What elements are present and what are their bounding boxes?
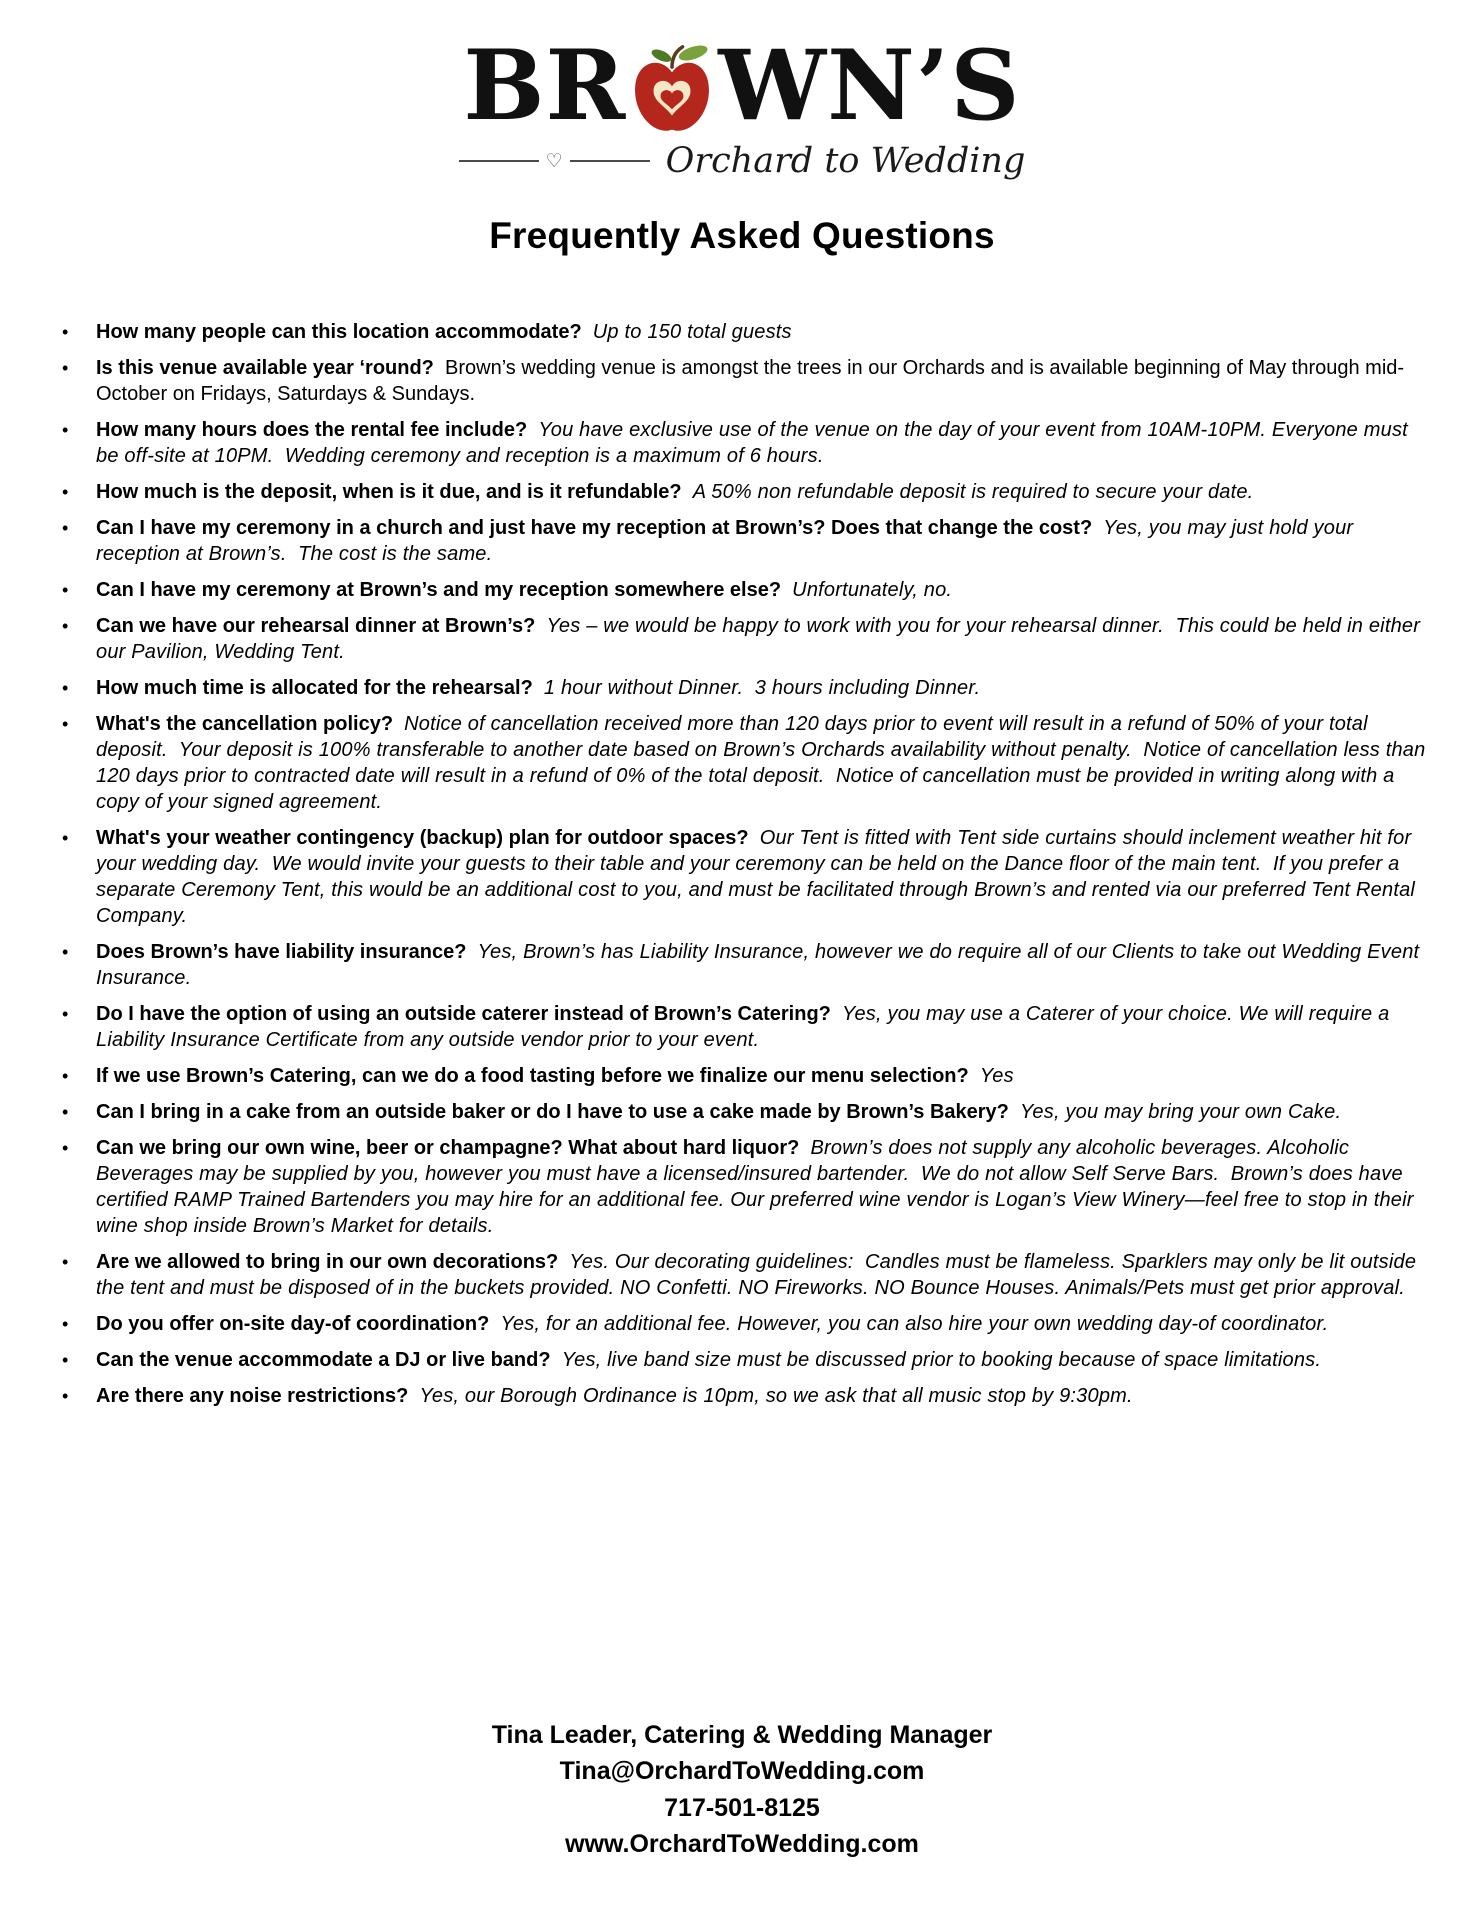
faq-answer: Notice of cancellation received more than 120 days prior to event will result in a refund of 50% of your total deposit. Your deposit is 100% transferable to another date based on Brown’s Orchards availability without penalty. Notice of cancellation less than 120 days prior to contracted date will result in a refund of 0% of the total deposit. Notice of cancellation must be provided in writing along with a copy of your signed agreement. (96, 713, 1432, 813)
faq-item (62, 1001, 1428, 1053)
faq-answer: Unfortunately, no. (792, 579, 953, 601)
faq-question: Can I have my ceremony at Brown’s and my reception somewhere else? (96, 579, 793, 601)
contact-email: Tina@OrchardToWedding.com (559, 1757, 925, 1786)
faq-text (96, 1135, 1428, 1239)
faq-question: Do you offer on-site day-of coordination? (96, 1313, 501, 1335)
faq-list (0, 319, 1484, 1419)
contact-website: www.OrchardToWedding.com (565, 1829, 919, 1858)
faq-text (96, 417, 1428, 469)
faq-question: Can we bring our own wine, beer or champagne? What about hard liquor? (96, 1137, 811, 1159)
faq-question: Are there any noise restrictions? (96, 1385, 420, 1407)
faq-answer: 1 hour without Dinner. 3 hours including Dinner. (543, 677, 981, 699)
faq-text (96, 355, 1428, 407)
logo-brand-suffix: WN’S (718, 28, 1021, 142)
bullet-icon: • (62, 580, 69, 600)
bullet-icon: • (62, 1004, 69, 1024)
faq-answer: Yes – we would be happy to work with you for your rehearsal dinner. This could be held in either our Pavilion, Wedding Tent. (96, 615, 1426, 663)
leaf-icon (650, 47, 673, 64)
faq-answer: Brown’s wedding venue is amongst the trees in our Orchards and is available beginning of May through mid-October on Fridays, Saturdays & Sundays. (96, 357, 1405, 405)
faq-item (62, 1099, 1428, 1125)
bullet-icon: • (62, 828, 69, 848)
faq-text (96, 1001, 1428, 1053)
faq-answer: Yes, you may just hold your reception at Brown’s. The cost is the same. (96, 517, 1360, 565)
faq-item (62, 577, 1428, 603)
logo (0, 28, 1484, 181)
faq-text (96, 515, 1428, 567)
faq-item (62, 1135, 1428, 1239)
faq-question: Does Brown’s have liability insurance? (96, 941, 478, 963)
bullet-icon: • (62, 1252, 69, 1272)
faq-text (96, 1099, 1428, 1125)
faq-question: How many people can this location accommodate? (96, 321, 593, 343)
faq-question: How much time is allocated for the rehearsal? (96, 677, 544, 699)
logo-tagline-text: Orchard to Wedding (665, 141, 1026, 181)
faq-answer: Yes (979, 1065, 1014, 1087)
bullet-icon: • (62, 1066, 69, 1086)
faq-text (96, 1063, 1428, 1089)
faq-answer: Our Tent is fitted with Tent side curtains should inclement weather hit for your wedding day. We would invite your guests to their table and your ceremony can be held on the Dance floor of the main tent. If you prefer a separate Ceremony Tent, this would be an additional cost to you, and must be facilitated through Brown’s and rented via our preferred Tent Rental Company. (96, 827, 1421, 927)
bullet-icon: • (62, 518, 69, 538)
faq-question: If we use Brown’s Catering, can we do a food tasting before we finalize our menu selection? (96, 1065, 980, 1087)
faq-text (96, 1383, 1428, 1409)
faq-item (62, 1063, 1428, 1089)
faq-item (62, 711, 1432, 815)
logo-tagline (0, 141, 1484, 181)
faq-question: Do I have the option of using an outside caterer instead of Brown’s Catering? (96, 1003, 843, 1025)
bullet-icon: • (62, 482, 69, 502)
contact-phone: 717-501-8125 (664, 1793, 820, 1822)
bullet-icon: • (62, 1138, 69, 1158)
faq-question: How many hours does the rental fee include? (96, 419, 539, 441)
logo-brand (0, 28, 1484, 142)
faq-answer: Up to 150 total guests (592, 321, 792, 343)
faq-item (62, 515, 1428, 567)
manager-name: Tina Leader, Catering & Wedding Manager (491, 1721, 993, 1749)
faq-item (62, 1383, 1428, 1409)
faq-item (62, 319, 1428, 345)
faq-question: What's your weather contingency (backup) plan for outdoor spaces? (96, 827, 760, 849)
bullet-icon: • (62, 420, 69, 440)
bullet-icon: • (62, 1102, 69, 1122)
bullet-icon: • (62, 322, 69, 342)
faq-text (96, 319, 1428, 345)
heart-icon: ♡ (545, 150, 563, 172)
logo-brand-prefix: BR (463, 28, 627, 142)
faq-item (62, 417, 1428, 469)
page-title: Frequently Asked Questions (489, 215, 995, 256)
faq-question: Can the venue accommodate a DJ or live band? (96, 1349, 562, 1371)
faq-question: Can I have my ceremony in a church and just have my reception at Brown’s? Does that change the cost? (96, 517, 1104, 539)
faq-text (96, 1347, 1428, 1373)
faq-answer: Yes, Brown’s has Liability Insurance, however we do require all of our Clients to take out Wedding Event Insurance. (96, 941, 1426, 989)
tagline-rule-left (459, 160, 539, 162)
faq-answer: A 50% non refundable deposit is required to secure your date. (692, 481, 1254, 503)
faq-answer: Yes, live band size must be discussed prior to booking because of space limitations. (561, 1349, 1322, 1371)
faq-item (62, 479, 1428, 505)
faq-question: Can we have our rehearsal dinner at Brown’s? (96, 615, 547, 637)
faq-item (62, 825, 1428, 929)
apple-heart-icon (628, 44, 716, 143)
faq-item (62, 613, 1428, 665)
faq-item (62, 939, 1428, 991)
faq-answer: You have exclusive use of the venue on the day of your event from 10AM-10PM. Everyone must be off-site at 10PM. Wedding ceremony and reception is a maximum of 6 hours. (96, 419, 1414, 467)
footer-contact (0, 1717, 1484, 1920)
faq-item (62, 1347, 1428, 1373)
faq-text (96, 675, 1428, 701)
faq-item (62, 1249, 1428, 1301)
faq-text (96, 1311, 1428, 1337)
faq-question: Can I bring in a cake from an outside baker or do I have to use a cake made by Brown’s Bakery? (96, 1101, 1020, 1123)
bullet-icon: • (62, 358, 69, 378)
bullet-icon: • (62, 714, 69, 734)
faq-text (96, 939, 1428, 991)
faq-question: Are we allowed to bring in our own decorations? (96, 1251, 570, 1273)
faq-text (96, 825, 1428, 929)
bullet-icon: • (62, 942, 69, 962)
bullet-icon: • (62, 1386, 69, 1406)
tagline-rule-right (570, 160, 650, 162)
faq-text (96, 711, 1432, 815)
faq-answer: Yes, our Borough Ordinance is 10pm, so we ask that all music stop by 9:30pm. (419, 1385, 1133, 1407)
faq-text (96, 479, 1428, 505)
faq-text (96, 577, 1428, 603)
faq-answer: Yes. Our decorating guidelines: Candles must be flameless. Sparklers may only be lit outside the tent and must be disposed of in the buckets provided. NO Confetti. NO Fireworks. NO Bounce Houses. Animals/Pets must get prior approval. (96, 1251, 1422, 1299)
faq-answer: Brown’s does not supply any alcoholic beverages. Alcoholic Beverages may be supplied by you, however you must have a licensed/insured bartender. We do not allow Self Serve Bars. Brown’s does have certified RAMP Trained Bartenders you may hire for an additional fee. Our preferred wine vendor is Logan’s View Winery—feel free to stop in their wine shop inside Brown’s Market for details. (96, 1137, 1420, 1237)
faq-answer: Yes, for an additional fee. However, you can also hire your own wedding day-of coordinator. (500, 1313, 1329, 1335)
faq-answer: Yes, you may use a Caterer of your choice. We will require a Liability Insurance Certificate from any outside vendor prior to your event. (96, 1003, 1396, 1051)
bullet-icon: • (62, 678, 69, 698)
faq-item (62, 1311, 1428, 1337)
faq-answer: Yes, you may bring your own Cake. (1020, 1101, 1342, 1123)
faq-item (62, 675, 1428, 701)
faq-text (96, 1249, 1428, 1301)
faq-question: How much is the deposit, when is it due, and is it refundable? (96, 481, 693, 503)
faq-question: Is this venue available year ‘round? (96, 357, 446, 379)
bullet-icon: • (62, 1314, 69, 1334)
bullet-icon: • (62, 1350, 69, 1370)
faq-item (62, 355, 1428, 407)
faq-text (96, 613, 1428, 665)
faq-question: What's the cancellation policy? (96, 713, 405, 735)
bullet-icon: • (62, 616, 69, 636)
